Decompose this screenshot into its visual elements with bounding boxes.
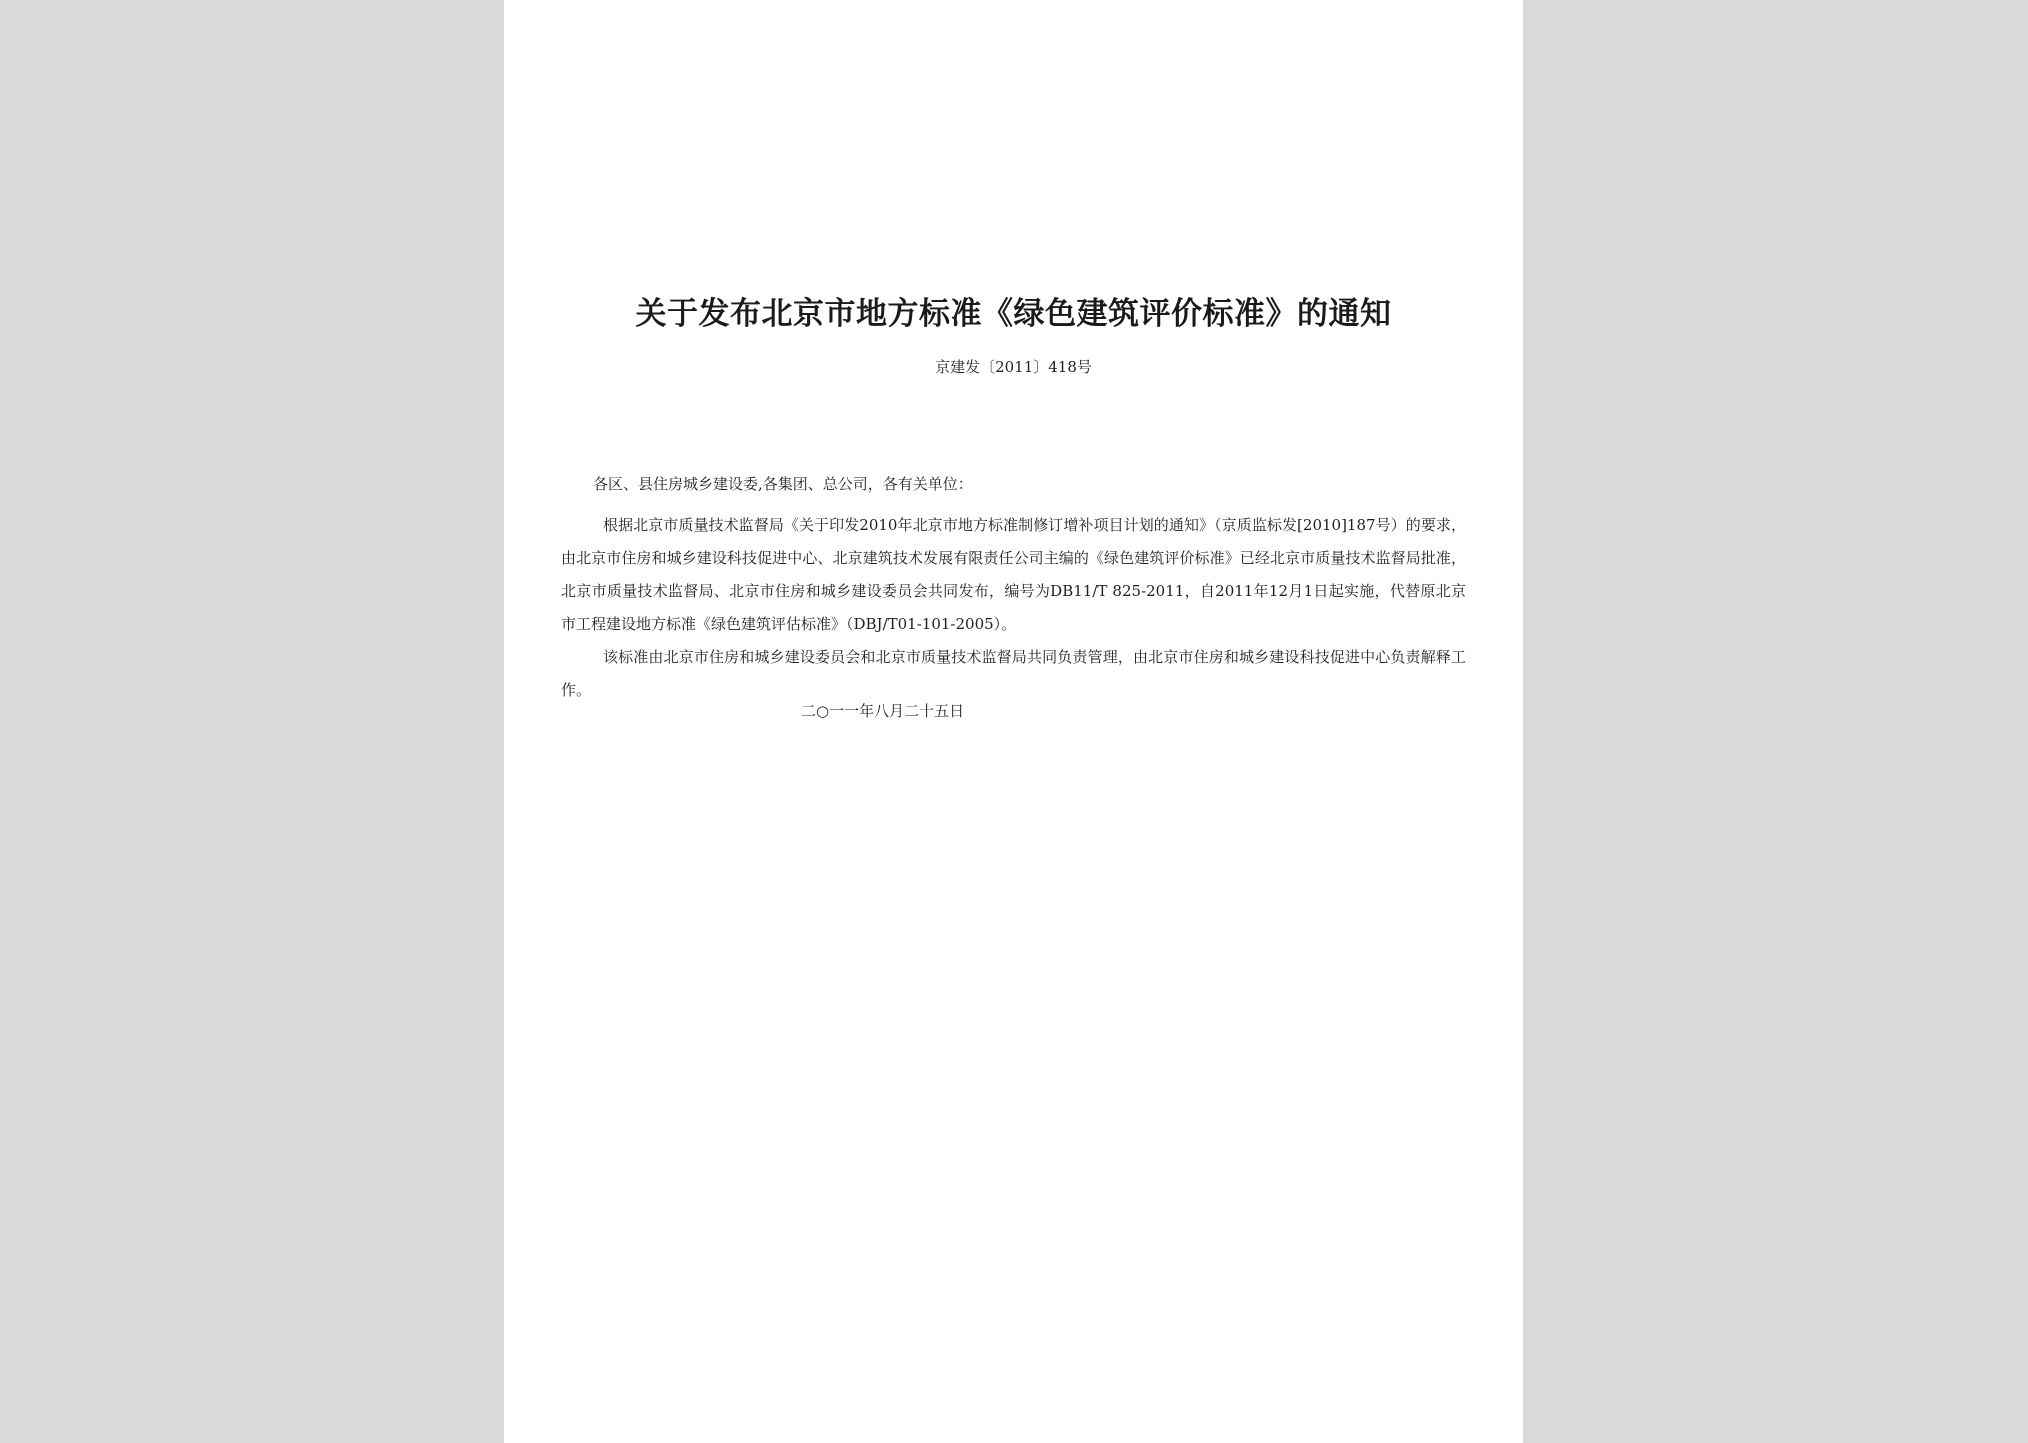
body-paragraph-1: 根据北京市质量技术监督局《关于印发2010年北京市地方标准制修订增补项目计划的通知》（京质监标发[2010]187号）的要求，由北京市住房和城乡建设科技促进中心、北京建筑技术发展有限责任公司主编的《绿色建筑评价标准》已经北京市质量技术监督局批准，北京市质量技术监督局、北京市住房和城乡建设委员会共同发布，编号为DB11/T 825-2011，自2011年12月1日起实施，代替原北京市工程建设地方标准《绿色建筑评估标准》（DBJ/T01-101-2005）。 <box>561 516 1466 633</box>
salutation: 各区、县住房城乡建设委,各集团、总公司，各有关单位： <box>593 475 973 493</box>
document-date: 二○一一年八月二十五日 <box>801 702 965 720</box>
body-paragraph-2: 该标准由北京市住房和城乡建设委员会和北京市质量技术监督局共同负责管理，由北京市住房和城乡建设科技促进中心负责解释工作。 <box>561 648 1466 699</box>
document-body <box>561 468 1466 707</box>
document-page <box>504 0 1523 1443</box>
document-title: 关于发布北京市地方标准《绿色建筑评价标准》的通知 <box>635 296 1392 332</box>
document-number: 京建发〔2011〕418号 <box>935 358 1092 376</box>
